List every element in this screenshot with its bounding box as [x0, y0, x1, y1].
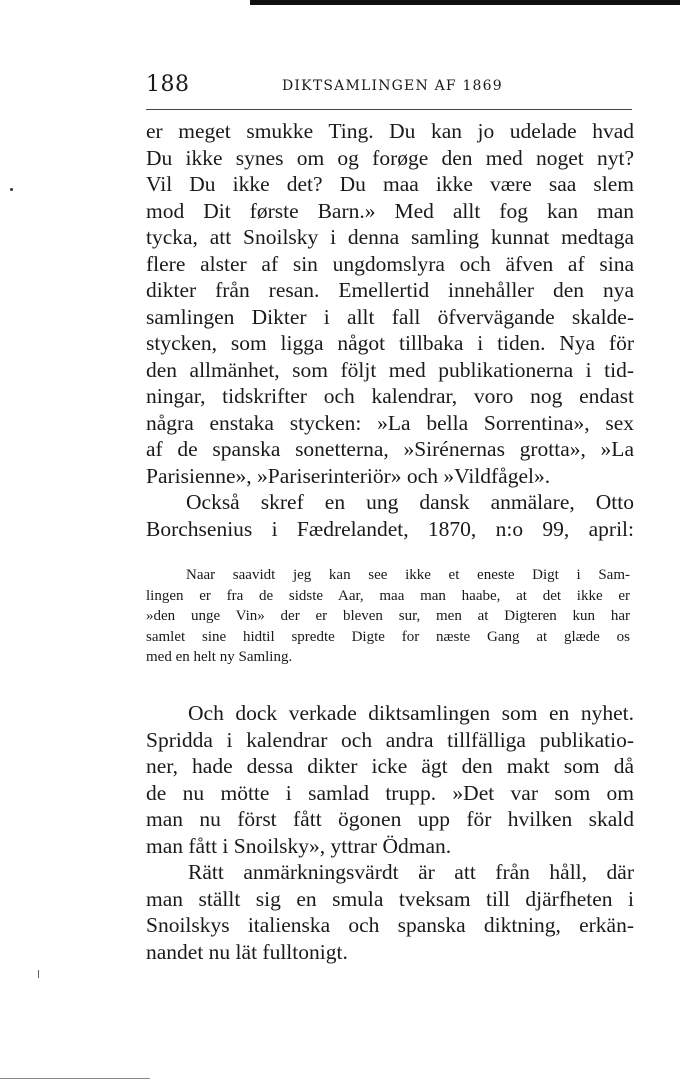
top-edge-rule — [250, 0, 680, 5]
text-line: man nu först fått ögonen upp för hvilken skald — [146, 807, 634, 831]
quote-line: med en helt ny Samling. — [146, 649, 293, 665]
block-quote — [146, 565, 630, 668]
text-line: samlingen Dikter i allt fall öfvervägande skalde- — [146, 304, 634, 329]
text-line: Också skref en ung dansk anmälare, Otto — [186, 490, 634, 514]
text-line: nandet nu lät fulltonigt. — [146, 939, 348, 964]
text-line: man ställt sig en smula tveksam till djärfheten i — [146, 886, 634, 911]
text-line: man fått i Snoilsky», yttrar Ödman. — [146, 833, 452, 858]
text-line: Parisienne», »Pariserinteriör» och »Vildfågel». — [146, 463, 551, 488]
text-line: stycken, som ligga något tillbaka i tiden. Nya för — [146, 331, 634, 355]
main-text-upper — [146, 118, 634, 542]
page-number: 188 — [146, 72, 190, 97]
text-line: ningar, tidskrifter och kalendrar, voro nog endast — [146, 384, 634, 408]
text-line: er meget smukke Ting. Du kan jo udelade hvad — [146, 119, 634, 143]
text-line: af de spanska sonetterna, »Sirénernas grotta», »La — [146, 437, 634, 461]
quote-line: Naar saavidt jeg kan see ikke et eneste Digt i Sam- — [186, 567, 630, 583]
quote-line: »den unge Vin» der er bleven sur, men at Digteren kun har — [146, 608, 630, 624]
text-line: Och dock verkade diktsamlingen som en nyhet. — [188, 701, 634, 725]
main-text-lower — [146, 700, 634, 965]
quote-line: lingen er fra de sidste Aar, maa man haabe, at det ikke er — [146, 587, 630, 604]
page-header — [146, 72, 634, 102]
text-line: några enstaka stycken: »La bella Sorrentina», sex — [146, 410, 634, 435]
text-line: Du ikke synes om og forøge den med noget nyt? — [146, 145, 634, 170]
text-line: mod Dit første Barn.» Med allt fog kan man — [146, 198, 634, 223]
text-line: Snoilskys italienska och spanska diktning, erkän- — [146, 913, 634, 937]
text-line: den allmänhet, som följt med publikationerna i tid- — [146, 357, 634, 382]
text-line: flere alster af sin ungdomslyra och äfven af sina — [146, 251, 634, 276]
text-line: de nu mötte i samlad trupp. »Det var som om — [146, 780, 634, 805]
header-rule — [146, 109, 632, 110]
text-line: ner, hade dessa dikter icke ägt den makt som då — [146, 754, 634, 778]
margin-speck — [10, 188, 13, 191]
text-line: tycka, att Snoilsky i denna samling kunnat medtaga — [146, 225, 634, 249]
text-line: Vil Du ikke det? Du maa ikke være saa slem — [146, 172, 634, 196]
text-line: dikter från resan. Emellertid innehåller den nya — [146, 278, 634, 302]
text-line: Rätt anmärkningsvärdt är att från håll, där — [188, 860, 634, 884]
running-title: DIKTSAMLINGEN AF 1869 — [282, 78, 503, 94]
text-line: Spridda i kalendrar och andra tillfälliga publikatio- — [146, 727, 634, 752]
bottom-edge-rule — [0, 1078, 150, 1079]
quote-line: samlet sine hidtil spredte Digte for næste Gang at glæde os — [146, 628, 630, 645]
text-line: Borchsenius i Fædrelandet, 1870, n:o 99, april: — [146, 516, 634, 541]
margin-mark — [38, 970, 39, 978]
